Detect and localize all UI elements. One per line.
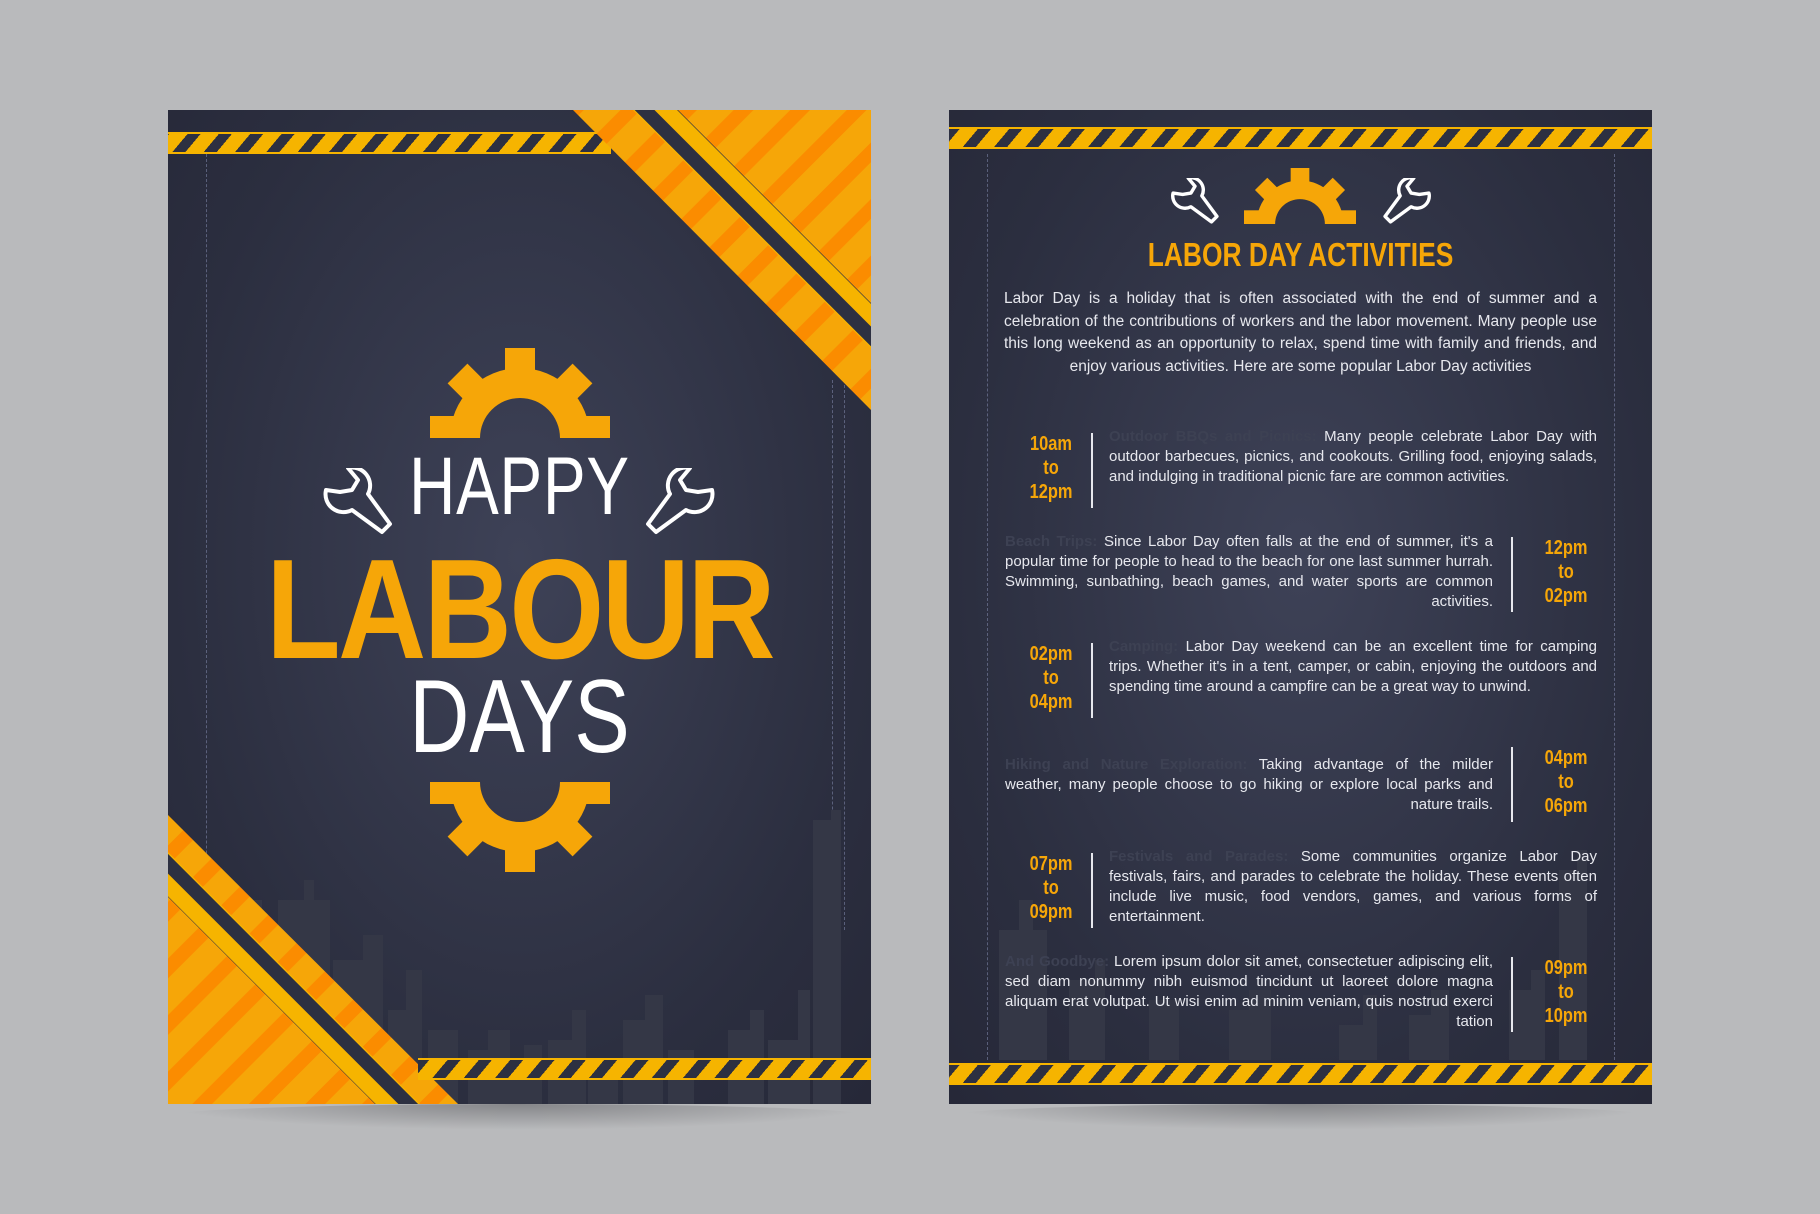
time-end: 04pm <box>1029 691 1073 713</box>
cover-title-happy: HAPPY <box>409 441 630 532</box>
divider-line <box>1091 643 1093 718</box>
time-end: 06pm <box>1544 795 1588 817</box>
divider-line <box>1091 433 1093 508</box>
time-sep: to <box>1043 457 1059 479</box>
time-start: 12pm <box>1544 537 1588 559</box>
wrench-icon-left <box>1167 178 1223 226</box>
activity-text: Some communities organize Labor Day festivals, fairs, and parades to celebrate the holiday. These events often include live music, food vendors, games, and various forms of entertainment. <box>1109 848 1597 925</box>
activity-description <box>1005 532 1493 612</box>
activity-name: And Goodbye: <box>1005 953 1110 970</box>
time-end: 10pm <box>1544 1005 1588 1027</box>
time-end: 09pm <box>1029 901 1073 923</box>
back-shadow <box>940 1104 1660 1130</box>
activity-description <box>1109 427 1597 487</box>
time-end: 12pm <box>1029 481 1073 503</box>
activity-time <box>1014 852 1088 924</box>
wrench-icon-right <box>1379 178 1435 226</box>
gear-icon-bottom <box>430 782 610 872</box>
divider-line <box>1091 853 1093 928</box>
activity-time <box>1529 746 1603 818</box>
time-start: 04pm <box>1544 747 1588 769</box>
cover-page <box>168 110 871 1104</box>
activity-time <box>1529 536 1603 608</box>
cover-title-days: DAYS <box>409 659 630 775</box>
time-start: 10am <box>1030 433 1072 455</box>
time-sep: to <box>1043 877 1059 899</box>
cover-shadow <box>160 1104 880 1130</box>
activities-intro: Labor Day is a holiday that is often associated with the end of summer and a celebration of the contributions of workers and the labor movement. Many people use this long weekend as an opportunity to relax, spend time with family and friends, and enjoy various activities. Here are some popular Labor Day activities <box>1004 290 1597 375</box>
activity-time <box>1529 956 1603 1028</box>
activity-text: Labor Day weekend can be an excellent time for camping trips. Whether it's in a tent, camper, or cabin, enjoying the outdoors and spending time around a campfire can be a great way to unwind. <box>1109 638 1597 695</box>
hazard-stripe-top <box>949 127 1652 149</box>
activity-description <box>1109 847 1597 927</box>
activities-page <box>949 110 1652 1104</box>
time-end: 02pm <box>1544 585 1588 607</box>
activity-name: Hiking and Nature Exploration: <box>1005 756 1248 773</box>
gear-icon <box>430 348 610 438</box>
time-start: 07pm <box>1029 853 1073 875</box>
activity-text: Many people celebrate Labor Day with outdoor barbecues, picnics, and cookouts. Grilling food, enjoying salads, and indulging in traditional picnic fare are common activities. <box>1109 428 1597 485</box>
activity-time <box>1014 432 1088 504</box>
cover-title-labour: LABOUR <box>266 530 773 689</box>
activity-description <box>1109 637 1597 697</box>
divider-line <box>1511 957 1513 1032</box>
activity-text: Taking advantage of the milder weather, many people choose to go hiking or explore local parks and nature trails. <box>1005 756 1493 813</box>
hazard-stripe-bottom <box>418 1058 871 1080</box>
time-sep: to <box>1558 561 1574 583</box>
hazard-stripe-bottom <box>949 1063 1652 1085</box>
activity-time <box>1014 642 1088 714</box>
time-sep: to <box>1558 981 1574 1003</box>
activity-name: Festivals and Parades: <box>1109 848 1289 865</box>
activity-text: Lorem ipsum dolor sit amet, consectetuer adipiscing elit, sed diam nonummy nibh euismod tincidunt ut laoreet dolore magna aliquam erat volutpat. Ut wisi enim ad minim veniam, quis nostrud exerci tation <box>1005 953 1493 1030</box>
time-start: 09pm <box>1544 957 1588 979</box>
divider-line <box>1511 747 1513 822</box>
activity-name: Camping: <box>1109 638 1179 655</box>
activity-name: Beach Trips: <box>1005 533 1098 550</box>
activity-text: Since Labor Day often falls at the end of summer, it's a popular time for people to head to the beach for one last summer hurrah. Swimming, sunbathing, beach games, and water sports are common activities. <box>1005 533 1493 610</box>
time-sep: to <box>1558 771 1574 793</box>
divider-line <box>1511 537 1513 612</box>
activities-title: LABOR DAY ACTIVITIES <box>1147 236 1454 273</box>
gear-icon <box>1242 168 1358 224</box>
activity-description <box>1005 952 1493 1032</box>
time-start: 02pm <box>1029 643 1073 665</box>
activity-name: Outdoor BBQs and Picnics: <box>1109 428 1317 445</box>
activity-description <box>1005 755 1493 815</box>
time-sep: to <box>1043 667 1059 689</box>
